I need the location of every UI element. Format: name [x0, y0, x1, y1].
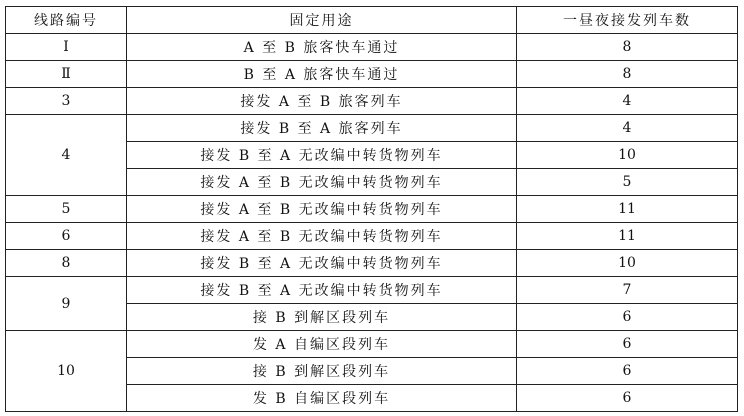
train-count-cell: 4 — [517, 115, 738, 142]
table-body — [6, 34, 738, 412]
purpose-cell: A 至 B 旅客快车通过 — [127, 34, 517, 61]
purpose-cell: 接发 A 至 B 无改编中转货物列车 — [127, 169, 517, 196]
train-count-cell: 10 — [517, 142, 738, 169]
table-row — [6, 61, 738, 88]
track-usage-table — [5, 6, 738, 412]
train-count-cell: 4 — [517, 88, 738, 115]
line-number-cell: 5 — [6, 196, 127, 223]
line-number-cell: Ⅰ — [6, 34, 127, 61]
train-count-cell: 5 — [517, 169, 738, 196]
table-row — [6, 223, 738, 250]
line-number-cell: Ⅱ — [6, 61, 127, 88]
table-row — [6, 88, 738, 115]
table-row — [6, 250, 738, 277]
purpose-cell: 接 B 到解区段列车 — [127, 358, 517, 385]
train-count-cell: 6 — [517, 304, 738, 331]
purpose-cell: 接 B 到解区段列车 — [127, 304, 517, 331]
line-number-cell: 10 — [6, 331, 127, 412]
table-row — [6, 115, 738, 142]
train-count-cell: 6 — [517, 358, 738, 385]
line-number-cell: 6 — [6, 223, 127, 250]
train-count-cell: 6 — [517, 385, 738, 412]
purpose-cell: 发 B 自编区段列车 — [127, 385, 517, 412]
table-row — [6, 331, 738, 358]
purpose-cell: 接发 A 至 B 无改编中转货物列车 — [127, 196, 517, 223]
header-line-number: 线路编号 — [6, 7, 127, 34]
purpose-cell: 接发 B 至 A 旅客列车 — [127, 115, 517, 142]
purpose-cell: 发 A 自编区段列车 — [127, 331, 517, 358]
train-count-cell: 6 — [517, 331, 738, 358]
line-number-cell: 8 — [6, 250, 127, 277]
header-fixed-purpose: 固定用途 — [127, 7, 517, 34]
train-count-cell: 8 — [517, 34, 738, 61]
train-count-cell: 11 — [517, 223, 738, 250]
train-count-cell: 11 — [517, 196, 738, 223]
train-count-cell: 10 — [517, 250, 738, 277]
train-count-cell: 7 — [517, 277, 738, 304]
table-header-row — [6, 7, 738, 34]
purpose-cell: 接发 B 至 A 无改编中转货物列车 — [127, 142, 517, 169]
table-row — [6, 277, 738, 304]
purpose-cell: B 至 A 旅客快车通过 — [127, 61, 517, 88]
line-number-cell: 4 — [6, 115, 127, 196]
table-row — [6, 34, 738, 61]
purpose-cell: 接发 B 至 A 无改编中转货物列车 — [127, 277, 517, 304]
purpose-cell: 接发 B 至 A 无改编中转货物列车 — [127, 250, 517, 277]
purpose-cell: 接发 A 至 B 无改编中转货物列车 — [127, 223, 517, 250]
table-row — [6, 196, 738, 223]
header-daily-train-count: 一昼夜接发列车数 — [517, 7, 738, 34]
line-number-cell: 3 — [6, 88, 127, 115]
purpose-cell: 接发 A 至 B 旅客列车 — [127, 88, 517, 115]
line-number-cell: 9 — [6, 277, 127, 331]
train-count-cell: 8 — [517, 61, 738, 88]
